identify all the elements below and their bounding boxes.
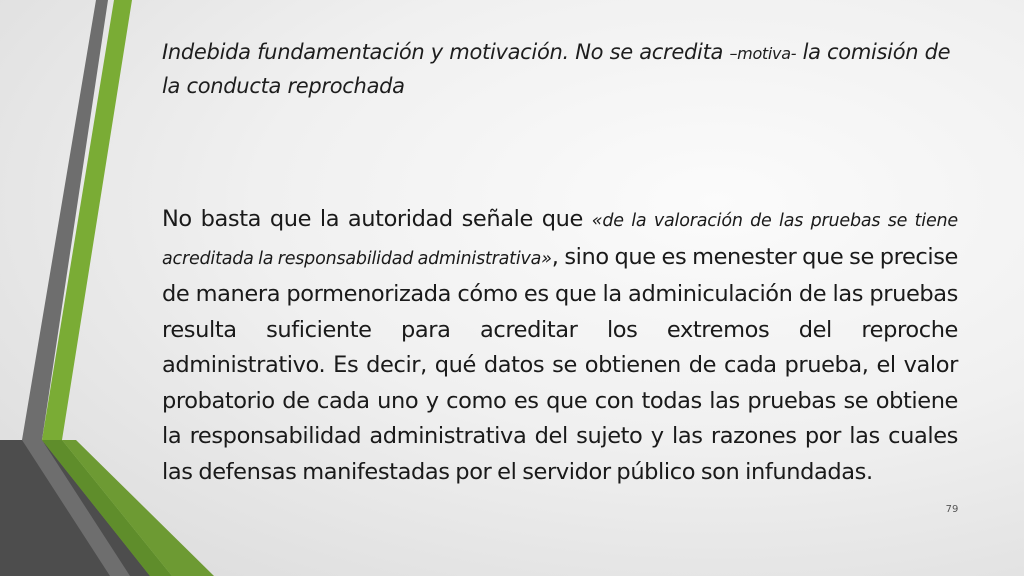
slide-title bbox=[162, 36, 962, 103]
slide-body bbox=[162, 202, 958, 490]
title-text-1: Indebida fundamentación y motivación. No se acredita bbox=[162, 40, 730, 64]
title-text-2: la comisión de la conducta reprochada bbox=[162, 40, 951, 98]
body-rest: , sino que es menester que se precise de manera pormenorizada cómo es que la adminiculación de las pruebas resulta suficiente para acreditar los extremos del reproche administrativo. Es decir, qué datos se obtienen de cada prueba, el valor probatorio de cada uno y como es que con todas las pruebas se obtiene la responsabilidad administrativa del sujeto y las razones por las cuales las defensas manifestadas por el servidor público son infundadas. bbox=[162, 243, 958, 485]
title-text-small: –motiva- bbox=[729, 44, 797, 63]
body-intro: No basta que la autoridad señale que bbox=[162, 206, 592, 232]
page-number: 79 bbox=[945, 504, 959, 515]
body-quote: «de la valoración de las pruebas se tiene acreditada la responsabilidad administrativa» bbox=[162, 211, 958, 269]
